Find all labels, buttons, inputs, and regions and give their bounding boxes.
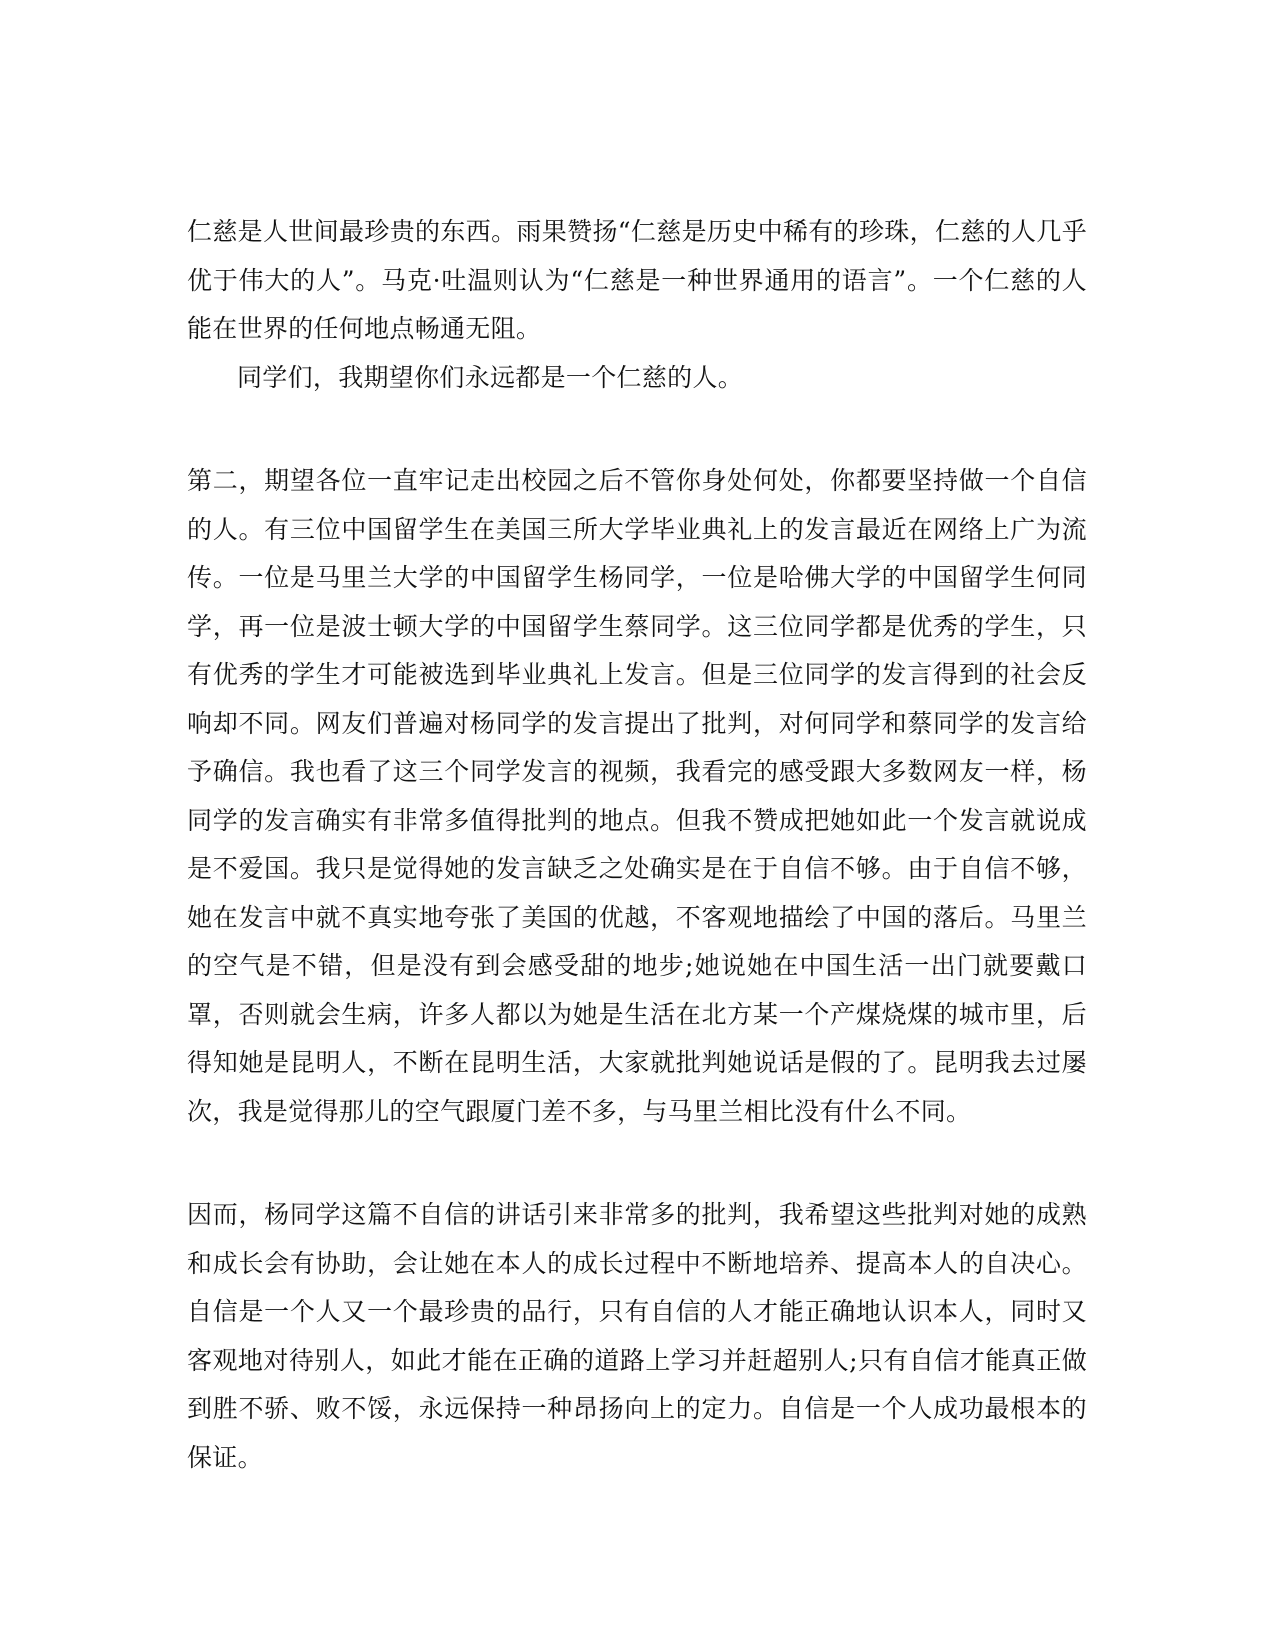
paragraph-confidence-conclusion: 因而，杨同学这篇不自信的讲话引来非常多的批判，我希望这些批判对她的成熟和成长会有协助，会让她在本人的成长过程中不断地培养、提高本人的自决心。自信是一个人又一个最珍贵的品行，只有自信的人才能正确地认识本人，同时又客观地对待别人，如此才能在正确的道路上学习并赶超别人;只有自信才能真正做到胜不骄、败不馁，永远保持一种昂扬向上的定力。自信是一个人成功最根本的保证。 <box>187 1200 1087 1472</box>
paragraph-kindness: 仁慈是人世间最珍贵的东西。雨果赞扬“仁慈是历史中稀有的珍珠，仁慈的人几乎优于伟大的人”。马克·吐温则认为“仁慈是一种世界通用的语言”。一个仁慈的人能在世界的任何地点畅通无阻。 <box>187 217 1087 343</box>
paragraph-confidence-second: 第二，期望各位一直牢记走出校园之后不管你身处何处，你都要坚持做一个自信的人。有三位中国留学生在美国三所大学毕业典礼上的发言最近在网络上广为流传。一位是马里兰大学的中国留学生杨同学，一位是哈佛大学的中国留学生何同学，再一位是波士顿大学的中国留学生蔡同学。这三位同学都是优秀的学生，只有优秀的学生才可能被选到毕业典礼上发言。但是三位同学的发言得到的社会反响却不同。网友们普遍对杨同学的发言提出了批判，对何同学和蔡同学的发言给予确信。我也看了这三个同学发言的视频，我看完的感受跟大多数网友一样，杨同学的发言确实有非常多值得批判的地点。但我不赞成把她如此一个发言就说成是不爱国。我只是觉得她的发言缺乏之处确实是在于自信不够。由于自信不够，她在发言中就不真实地夸张了美国的优越，不客观地描绘了中国的落后。马里兰的空气是不错，但是没有到会感受甜的地步;她说她在中国生活一出门就要戴口罩，否则就会生病，许多人都以为她是生活在北方某一个产煤烧煤的城市里，后得知她是昆明人，不断在昆明生活，大家就批判她说话是假的了。昆明我去过屡次，我是觉得那儿的空气跟厦门差不多，与马里兰相比没有什么不同。 <box>187 466 1087 1126</box>
document-body <box>187 208 1087 1482</box>
paragraph-kindness-wish: 同学们，我期望你们永远都是一个仁慈的人。 <box>237 362 744 392</box>
